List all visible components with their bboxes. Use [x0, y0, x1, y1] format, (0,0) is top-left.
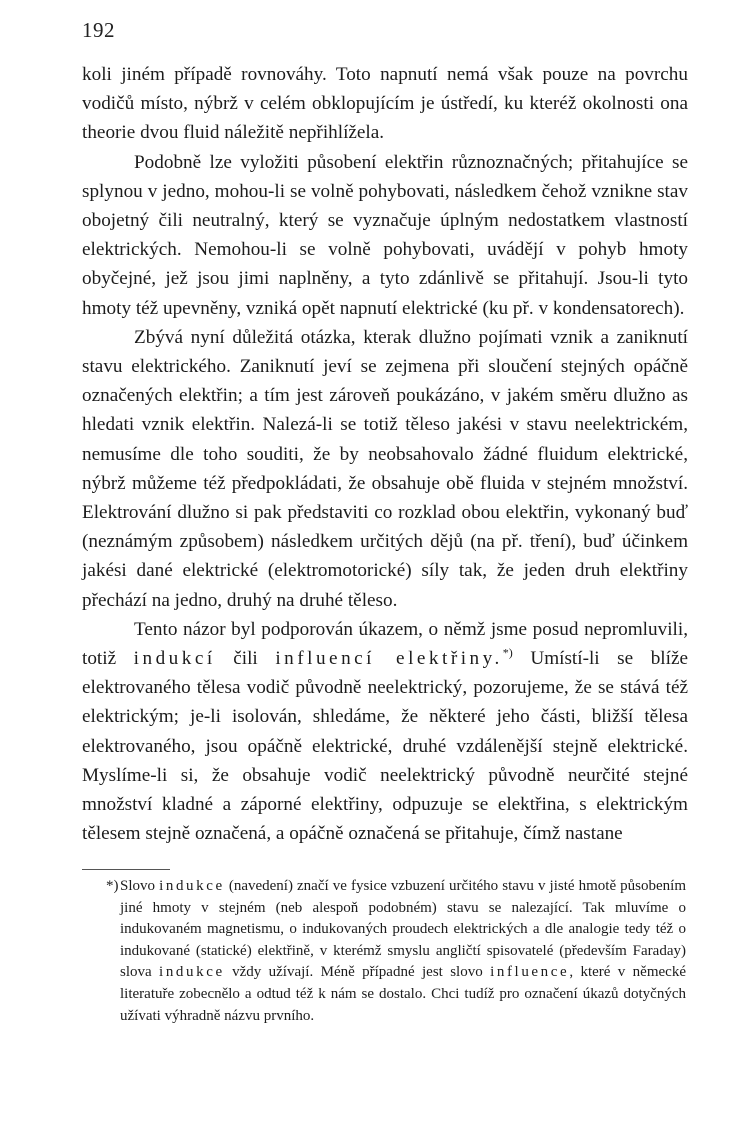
- text-run: (navedení) značí ve fysice vzbuzení určitého stavu v jisté hmotě působením jiné hmoty v stejném (neb alespoň podobném) stavu se nalezající. Tak mluvíme o indukovaném magnetismu, o indukovaných proudech elektrických a dle analogie tedy též o indukované (statické) elektřině, v kterémž smyslu angličtí spisovatelé (především Faraday) slova: [120, 878, 686, 981]
- spaced-term: indukce: [159, 964, 225, 981]
- paragraph-2: [82, 148, 688, 323]
- text-run: , které v německé literatuře zobecnělo a odtud též k nám se dostalo. Chci tudíž pro označení úkazů dotyčných užívati výhradně názvu prvního.: [120, 964, 686, 1024]
- main-text: [82, 60, 688, 848]
- text-run: koli jiném případě rovnováhy. Toto napnutí nemá však pouze na povrchu vodičů místo, nýbrž v celém obklopujícím je ústředí, ku kteréž okolnosti ona theorie dvou fluid náležitě nepřihlížela.: [82, 64, 688, 144]
- text-run: Tento názor byl podporován úkazem, o němž jsme posud nepromluvili, totiž: [82, 618, 688, 670]
- spaced-term: influence: [490, 964, 570, 981]
- text-run: Podobně lze vyložiti působení elektřin různoznačných; přitahujíce se splynou v jedno, mohou-li se volně pohybovati, následkem čehož vznikne stav obojetný čili neutralný, který se vyznačuje úplným nedostatkem vlastností elektrických. Nemohou-li se volně pohybovati, uvádějí v pohyb hmoty obyčejné, jež jsou jimi naplněny, a tyto zdánlivě se přitahují. Jsou-li tyto hmoty též upevněny, vzniká opět napnutí elektrické (ku př. v kondensatorech).: [82, 151, 688, 319]
- spaced-term: indukcí: [133, 648, 216, 670]
- footnote-divider: [82, 869, 170, 870]
- footnote-marker: *): [106, 878, 119, 894]
- paragraph-1: [82, 60, 688, 148]
- page-number: 192: [82, 18, 115, 42]
- paragraph-4: [82, 615, 688, 849]
- spaced-term: influencí elektřiny.: [275, 648, 503, 670]
- spaced-term: indukce: [159, 878, 225, 894]
- text-run: Umístí-li se blíže elektrovaného tělesa vodič původně neelektrický, pozorujeme, že se stává též elektrickým; je-li isolován, shledáme, že některé jeho části, bližší tělesa elektrovaného, jsou opáčně elektrické, druhé vzdálenější stejně elektrické. Myslíme-li si, že obsahuje vodič neelektrický původně neurčité stejné množství kladné a záporné elektřiny, odpuzuje se elektřina, s elektrickým tělesem stejně označená, a opáčně označená se přitahuje, čímž nastane: [82, 648, 688, 845]
- text-run: čili: [215, 648, 276, 670]
- text-run: vždy užívají. Méně případné jest slovo: [224, 964, 491, 981]
- paragraph-3: [82, 323, 688, 615]
- footnote-reference[interactable]: *): [502, 645, 513, 660]
- text-run: Zbývá nyní důležitá otázka, kterak dlužno pojímati vznik a zaniknutí stavu elektrického. Zaniknutí jeví se zejmena při sloučení stejných opáčně označených elektřin; a tím jest zároveň poukázáno, v jakém směru dlužno as hledati vznik elektřin. Nalezá-li se totiž těleso jakési v stavu neelektrickém, nemusíme dle toho souditi, že by neobsahovalo žádné fluidum elektrické, nýbrž můžeme též předpokládati, že obsahuje obě fluida v stejném množství. Elektrování dlužno si pak představiti co rozklad obou elektřin, vykonaný buď (neznámým způsobem) následkem určitých dějů (na př. tření), buď účinkem jakési dané elektrické (elektromotorické) síly tak, že jeden druh elektřiny přechází na jedno, druhý na druhé těleso.: [82, 326, 688, 611]
- footnote: [106, 876, 686, 1027]
- text-run: Slovo: [120, 878, 160, 894]
